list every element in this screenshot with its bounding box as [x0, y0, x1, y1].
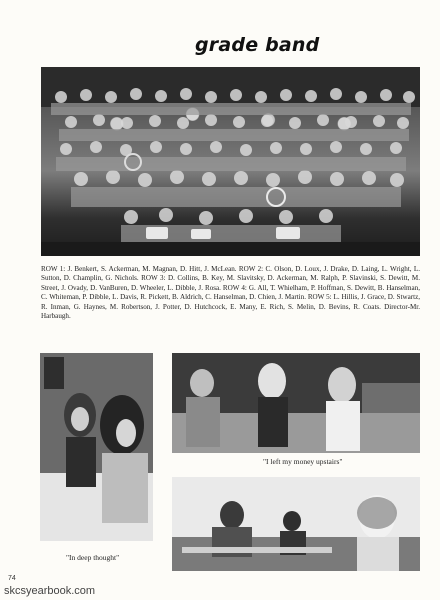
band-crowd-illustration	[41, 67, 420, 256]
deep-thought-illustration	[40, 353, 153, 541]
page-number: 74	[8, 575, 16, 582]
caption-money-upstairs: "I left my money upstairs"	[263, 457, 343, 466]
candid-photo-lunch-table	[172, 477, 420, 571]
band-group-photo	[41, 67, 420, 256]
page-title: grade band	[195, 34, 320, 56]
candid-photo-deep-thought	[40, 353, 153, 541]
caption-deep-thought: "In deep thought"	[66, 553, 120, 562]
lunch-table-illustration	[172, 477, 420, 571]
money-upstairs-illustration	[172, 353, 420, 453]
candid-photo-money-upstairs	[172, 353, 420, 453]
band-roster-caption: ROW 1: J. Benkert, S. Ackerman, M. Magnan, D. Hitt, J. McLean. ROW 2: C. Olson, D. Loux, J. Drake, D. Laing, L. Wright, L. Sutton, D. Champlin, G. Nichols. ROW 3: D. Collins, B. Key, M. Slavitsky, D. Ackerman, M. Ralph, P. Slavinski, S. Dewitt, M. Street, J. Ovady, D. VanBuren, D. Wheeler, L. Dibble, J. Rosa. ROW 4: G. All, T. Whielham, P. Hoffman, S. Dewitt, B. Hanselman, C. Whiteman, P. Dibble, L. Davis, R. Pickett, B. Aldrich, C. Hanselman, D. Chien, J. Martin. ROW 5: L. Hillis, J. Grace, D. Stwartz, R. Inman, G. Haynes, M. Robertson, J. Potter, D. Hutchcock, E. Many, E. Rich, S. Melin, D. Bevins, R. Coats. Director-Mr. Harbaugh.	[41, 265, 420, 321]
site-watermark[interactable]: skcsyearbook.com	[4, 585, 96, 597]
